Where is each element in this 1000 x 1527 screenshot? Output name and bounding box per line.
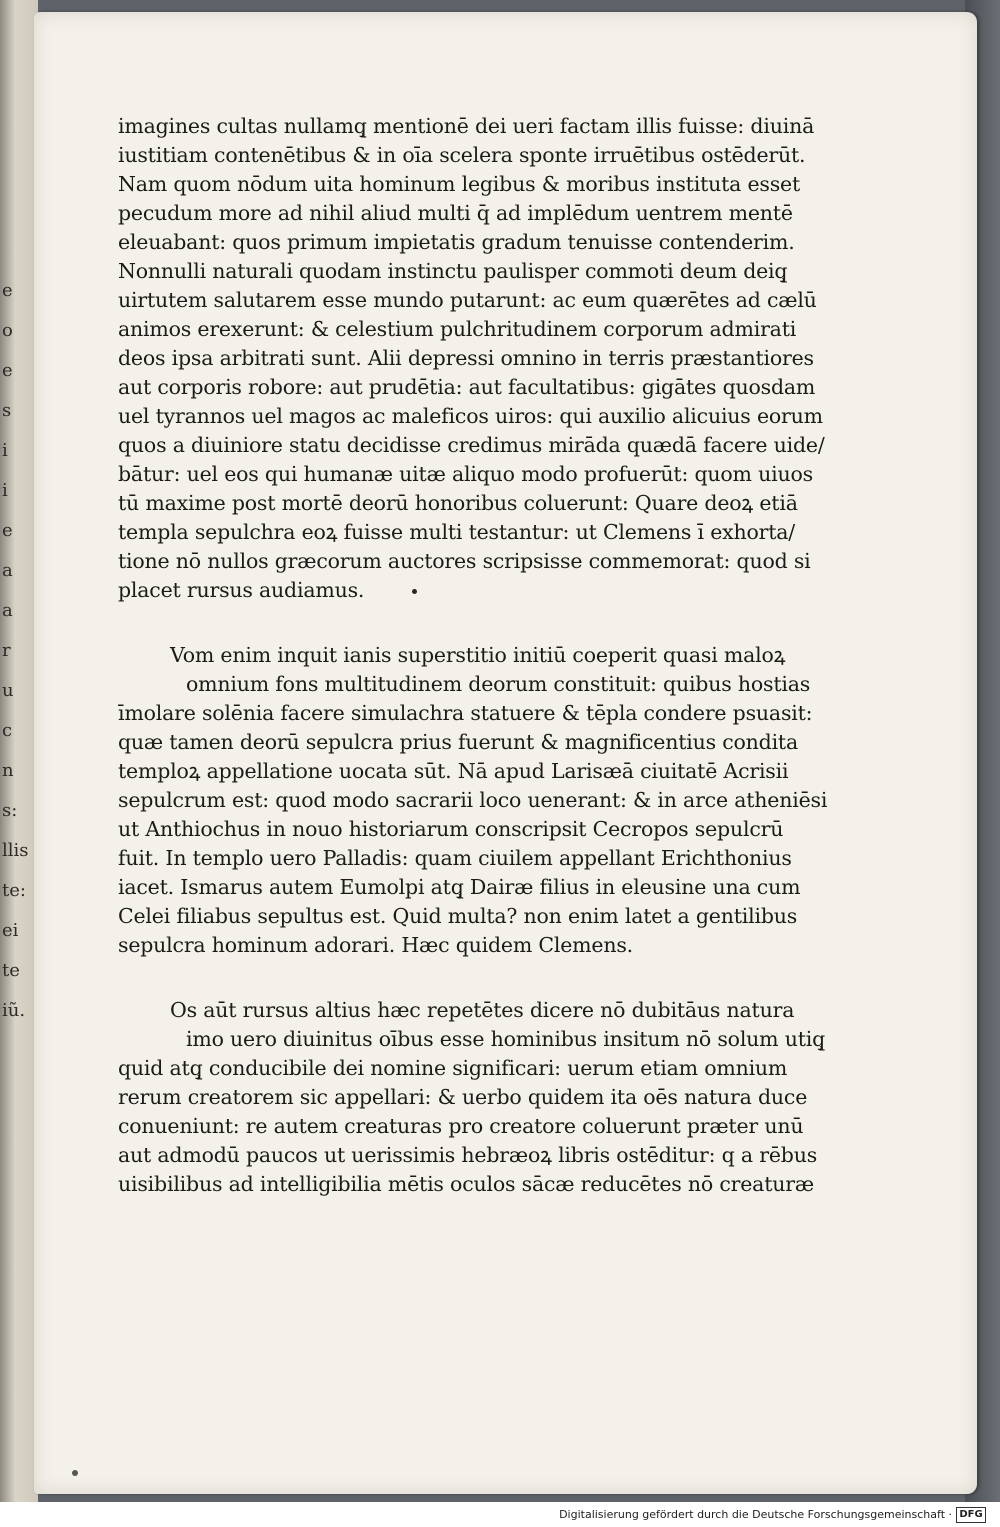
text-line: placet rursus audiamus. (118, 578, 365, 602)
text-line: tū maxime post mortē deorū honoribus coluerunt: Quare deoꝝ etiā (118, 491, 798, 515)
margin-fragment: ei (2, 920, 19, 941)
margin-fragment: llis (2, 840, 29, 861)
text-line: quæ tamen deorū sepulcra prius fuerunt & magnificentius condita (118, 730, 798, 754)
book-page (34, 12, 977, 1494)
dfg-logo: DFG (956, 1507, 986, 1523)
footer-bar (0, 1502, 1000, 1527)
ink-dot (412, 589, 417, 594)
text-line: imo uero diuinitus oībus esse hominibus insitum nō solum utiq̧ (186, 1027, 826, 1051)
text-line: Nam quom nōdum uita hominum legibus & moribus instituta esset (118, 172, 801, 196)
text-line: aut corporis robore: aut prudētia: aut facultatibus: gigātes quosdam (118, 375, 816, 399)
text-line: īmolare solēnia facere simulachra statuere & tēpla condere psuasit: (118, 701, 813, 725)
text-line: animos erexerunt: & celestium pulchritudinem corporum admirati (118, 317, 797, 341)
text-line: templa sepulchra eoꝝ fuisse multi testantur: ut Clemens ī exhorta/ (118, 520, 796, 544)
funding-credit: Digitalisierung gefördert durch die Deutsche Forschungsgemeinschaft · (559, 1508, 952, 1521)
text-line: Os aūt rursus altius hæc repetētes dicere nō dubitāus natura (170, 998, 795, 1022)
left-page-edge (0, 0, 38, 1502)
margin-fragment: i (2, 480, 8, 501)
margin-fragment: i (2, 440, 8, 461)
text-line: iacet. Ismarus autem Eumolpi atq̧ Dairæ filius in eleusine una cum (118, 875, 801, 899)
text-line: sepulcrum est: quod modo sacrarii loco uenerant: & in arce atheniēsi (118, 788, 828, 812)
margin-fragment: e (2, 280, 13, 301)
text-line: imagines cultas nullamq̧ mentionē dei ueri factam illis fuisse: diuinā (118, 114, 815, 138)
left-margin-text (2, 280, 36, 1040)
text-block (118, 112, 838, 1199)
margin-fragment: u (2, 680, 14, 701)
text-line: quos a diuiniore statu decidisse credimus mirāda quædā facere uide/ (118, 433, 825, 457)
text-line: temploꝝ appellatione uocata sūt. Nā apud Larisæā ciuitatē Acrisii (118, 759, 789, 783)
margin-fragment: n (2, 760, 14, 781)
margin-fragment: te (2, 960, 20, 981)
margin-fragment: a (2, 560, 13, 581)
margin-fragment: iũ. (2, 1000, 26, 1021)
text-line: aut admodū paucos ut uerissimis hebræoꝝ libris ostēditur: q a rēbus (118, 1143, 818, 1167)
text-line: uisibilibus ad intelligibilia mētis oculos sācæ reducētes nō creaturæ (118, 1172, 814, 1196)
text-line: tione nō nullos græcorum auctores scripsisse commemorat: quod si (118, 549, 811, 573)
text-line: Nonnulli naturali quodam instinctu paulisper commoti deum deiq̧ (118, 259, 788, 283)
text-line: fuit. In templo uero Palladis: quam ciuilem appellant Erichthonius (118, 846, 792, 870)
margin-fragment: c (2, 720, 13, 741)
text-line: conueniunt: re autem creaturas pro creatore coluerunt præter unū (118, 1114, 804, 1138)
margin-fragment: e (2, 520, 13, 541)
text-line: uirtutem salutarem esse mundo putarunt: ac eum quærētes ad cælū (118, 288, 817, 312)
text-line: pecudum more ad nihil aliud multi q̄ ad implēdum uentrem mentē (118, 201, 793, 225)
margin-fragment: s (2, 400, 12, 421)
text-line: omnium fons multitudinem deorum constituit: quibus hostias (186, 672, 811, 696)
paragraph-gap (118, 960, 838, 996)
margin-fragment: e (2, 360, 13, 381)
margin-fragment: te: (2, 880, 26, 901)
paragraph-gap (118, 605, 838, 641)
text-line: Celei filiabus sepultus est. Quid multa? non enim latet a gentilibus (118, 904, 798, 928)
margin-fragment: r (2, 640, 11, 661)
text-line: quid atq̧ conducibile dei nomine significari: uerum etiam omnium (118, 1056, 788, 1080)
text-line: ut Anthiochus in nouo historiarum conscripsit Cecropos sepulcrū (118, 817, 784, 841)
text-line: uel tyrannos uel magos ac maleficos uiros: qui auxilio alicuius eorum (118, 404, 823, 428)
margin-fragment: a (2, 600, 13, 621)
page-mark (72, 1470, 78, 1476)
text-line: eleuabant: quos primum impietatis gradum tenuisse contenderim. (118, 230, 795, 254)
text-line: deos ipsa arbitrati sunt. Alii depressi omnino in terris præstantiores (118, 346, 814, 370)
text-line: rerum creatorem sic appellari: & uerbo quidem ita oēs natura duce (118, 1085, 808, 1109)
text-line: Vom enim inquit ianis superstitio initiū coeperit quasi maloꝝ (170, 643, 786, 667)
text-line: bātur: uel eos qui humanæ uitæ aliquo modo profuerūt: quom uiuos (118, 462, 813, 486)
margin-fragment: s: (2, 800, 18, 821)
text-line: iustitiam contenētibus & in oīa scelera sponte irruētibus ostēderūt. (118, 143, 806, 167)
margin-fragment: o (2, 320, 13, 341)
text-line: sepulcra hominum adorari. Hæc quidem Clemens. (118, 933, 633, 957)
